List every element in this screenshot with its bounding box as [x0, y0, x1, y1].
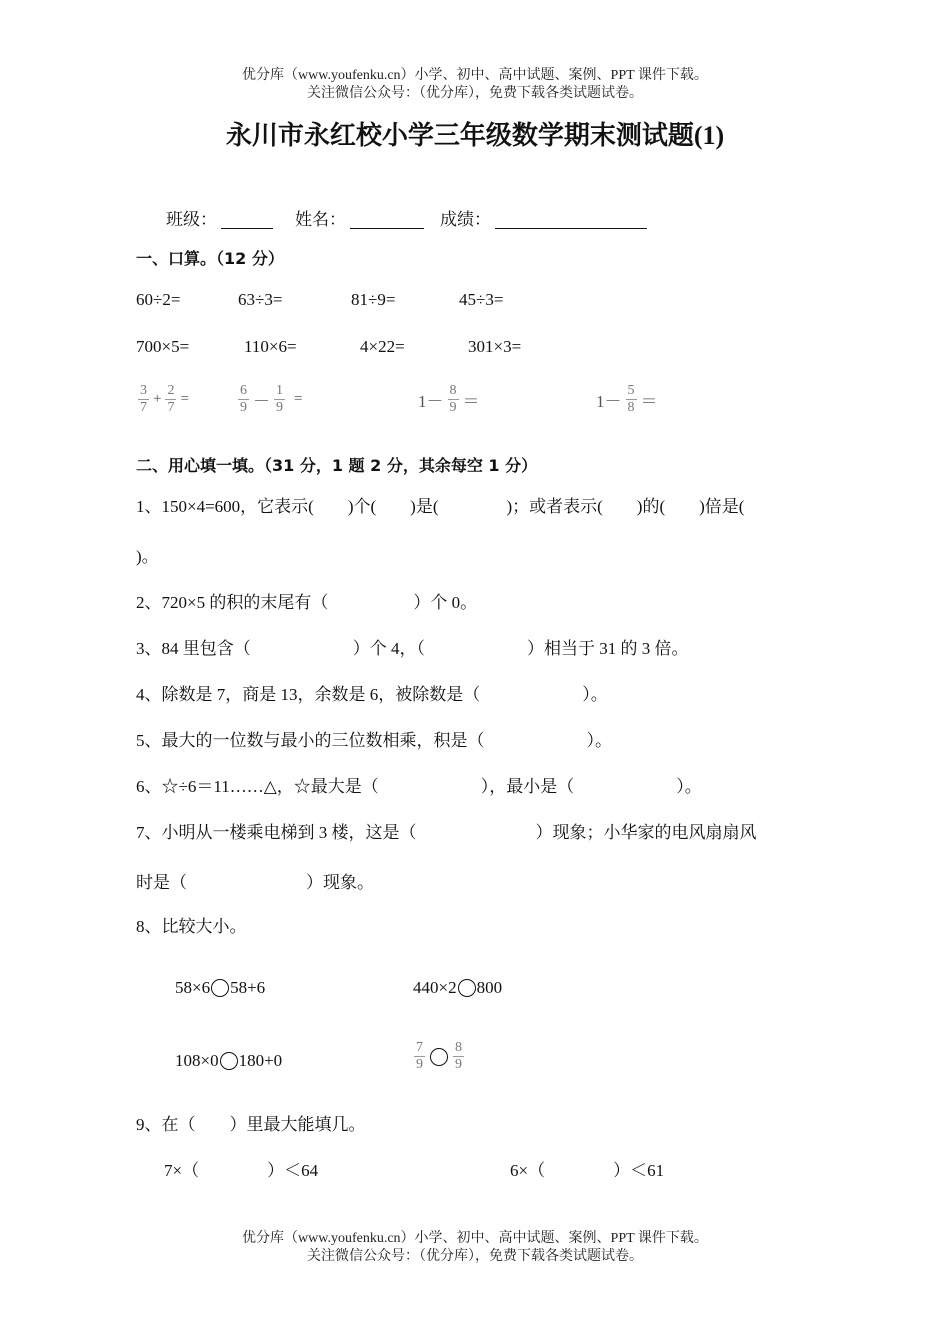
question-4: 4、除数是 7，商是 13，余数是 6，被除数是（ ）。 [136, 685, 608, 704]
name-label: 姓名： [295, 210, 346, 229]
mental-calc-5: 700×5= [136, 337, 190, 356]
compare-4 [413, 1040, 465, 1073]
question-8-heading: 8、比较大小。 [136, 917, 247, 936]
question-7-line-1: 7、小明从一楼乘电梯到 3 楼，这是（ ）现象；小华家的电风扇扇风 [136, 823, 757, 842]
header-line-2: 关注微信公众号：（优分库），免费下载各类试题试卷。 [307, 86, 643, 101]
question-9-heading: 9、在（ ）里最大能填几。 [136, 1115, 366, 1134]
fraction: $\frac{6}{9}$ [240, 383, 247, 415]
mental-calc-2: 63÷3= [238, 290, 283, 309]
fraction: $\frac{7}{9}$ [416, 1040, 423, 1072]
fraction-calc-2: $\frac{6}{9}$ － $\frac{1}{9}$ = [240, 383, 303, 415]
question-6: 6、☆÷6＝11……△，☆最大是（ ），最小是（ ）。 [136, 777, 702, 796]
compare-1: 58×6 58+6 [175, 978, 266, 997]
class-label: 班级： [166, 210, 217, 229]
score-blank[interactable] [495, 212, 647, 229]
student-info-line [166, 209, 651, 231]
fraction: $\frac{8}{9}$ [455, 1040, 462, 1072]
name-blank[interactable] [350, 212, 424, 229]
compare-3: 108×0 180+0 [175, 1051, 283, 1070]
fraction: $\frac{8}{9}$ [449, 383, 457, 415]
compare-2: 440×2 800 [413, 978, 503, 997]
question-9-b: 6×（ ）＜61 [510, 1161, 665, 1180]
header-line-1: 优分库（www.youfenku.cn）小学、初中、高中试题、案例、PPT 课件下载。 [242, 68, 708, 83]
compare-circle[interactable] [211, 979, 229, 997]
class-blank[interactable] [221, 212, 273, 229]
mental-calc-1: 60÷2= [136, 290, 181, 309]
footer-line-2: 关注微信公众号：（优分库），免费下载各类试题试卷。 [307, 1249, 643, 1264]
compare-circle[interactable] [220, 1052, 238, 1070]
fraction: $\frac{2}{7}$ [167, 383, 175, 415]
question-3: 3、84 里包含（ ）个 4，（ ）相当于 31 的 3 倍。 [136, 639, 689, 658]
mental-calc-3: 81÷9= [351, 290, 396, 309]
question-5: 5、最大的一位数与最小的三位数相乘，积是（ ）。 [136, 731, 612, 750]
question-1-line-2: )。 [136, 547, 159, 566]
mental-calc-6: 110×6= [244, 337, 297, 356]
fraction-calc-3: 1－ $\frac{8}{9}$ ＝ [418, 383, 480, 415]
compare-circle[interactable] [430, 1048, 448, 1066]
page-title: 永川市永红校小学三年级数学期末测试题(1) [225, 121, 725, 150]
question-2: 2、720×5 的积的末尾有（ ）个 0。 [136, 593, 478, 612]
compare-circle[interactable] [458, 979, 476, 997]
mental-calc-4: 45÷3= [459, 290, 504, 309]
section-2-heading: 二、用心填一填。（31 分，1 题 2 分，其余每空 1 分） [136, 456, 538, 475]
question-9-a: 7×（ ）＜64 [164, 1161, 319, 1180]
score-label: 成绩： [440, 210, 491, 229]
fraction: $\frac{5}{8}$ [627, 383, 635, 415]
question-7-line-2: 时是（ ）现象。 [136, 873, 374, 892]
mental-calc-7: 4×22= [360, 337, 405, 356]
footer-line-1: 优分库（www.youfenku.cn）小学、初中、高中试题、案例、PPT 课件下载。 [242, 1231, 708, 1246]
fraction: $\frac{1}{9}$ [276, 383, 283, 415]
question-1-line-1: 1、150×4=600，它表示( )个( )是( )；或者表示( )的( )倍是( [136, 497, 745, 516]
mental-calc-8: 301×3= [468, 337, 522, 356]
fraction-calc-4: 1－ $\frac{5}{8}$ ＝ [596, 383, 658, 415]
fraction-calc-1: $\frac{3}{7}$ + $\frac{2}{7}$ = [140, 383, 189, 415]
section-1-heading: 一、口算。（12 分） [136, 249, 284, 268]
fraction: $\frac{3}{7}$ [140, 383, 147, 415]
